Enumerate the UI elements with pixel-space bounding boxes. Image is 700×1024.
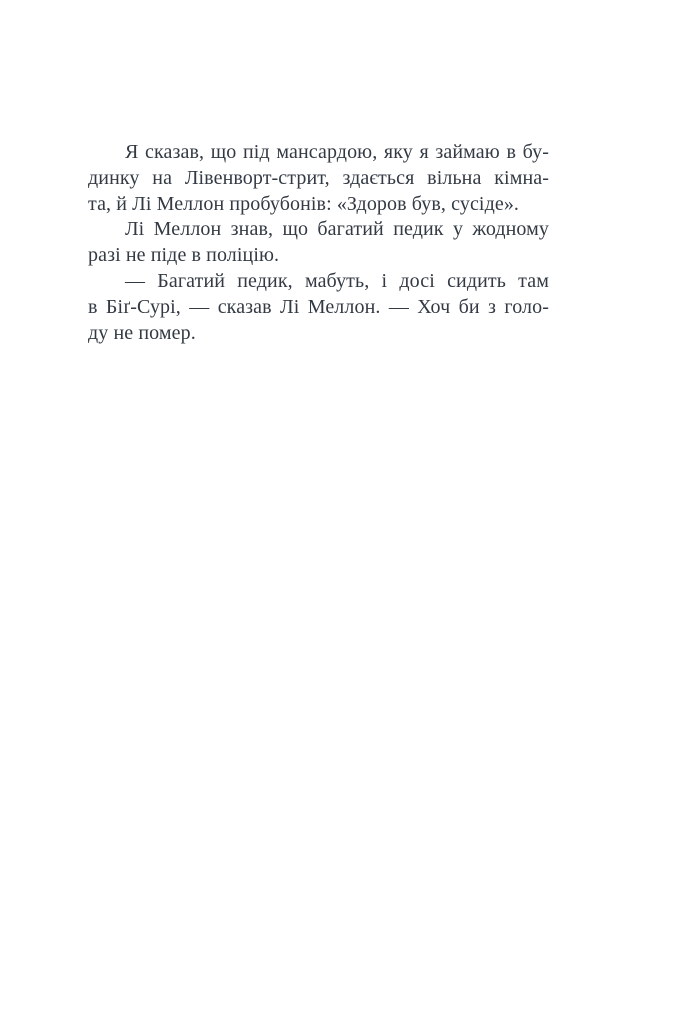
text-line: динку на Лівенворт-стрит, здається вільна кімна- — [88, 166, 549, 189]
text-block — [88, 140, 549, 346]
text-line: Я сказав, що під мансардою, яку я займаю в бу- — [125, 141, 549, 163]
paragraph — [88, 269, 549, 346]
text-line: Лі Меллон знав, що багатий педик у жодному — [125, 218, 549, 241]
paragraph — [88, 217, 549, 269]
text-line: ду не помер. — [88, 321, 196, 344]
text-line: разі не піде в поліцію. — [88, 244, 280, 267]
text-line: в Біґ-Сурі, — сказав Лі Меллон. — Хоч би з голо- — [88, 295, 549, 318]
text-line: — Багатий педик, мабуть, і досі сидить там — [125, 269, 549, 292]
text-line: та, й Лі Меллон пробубонів: «Здоров був, сусіде». — [88, 192, 520, 215]
paragraph — [88, 140, 549, 217]
